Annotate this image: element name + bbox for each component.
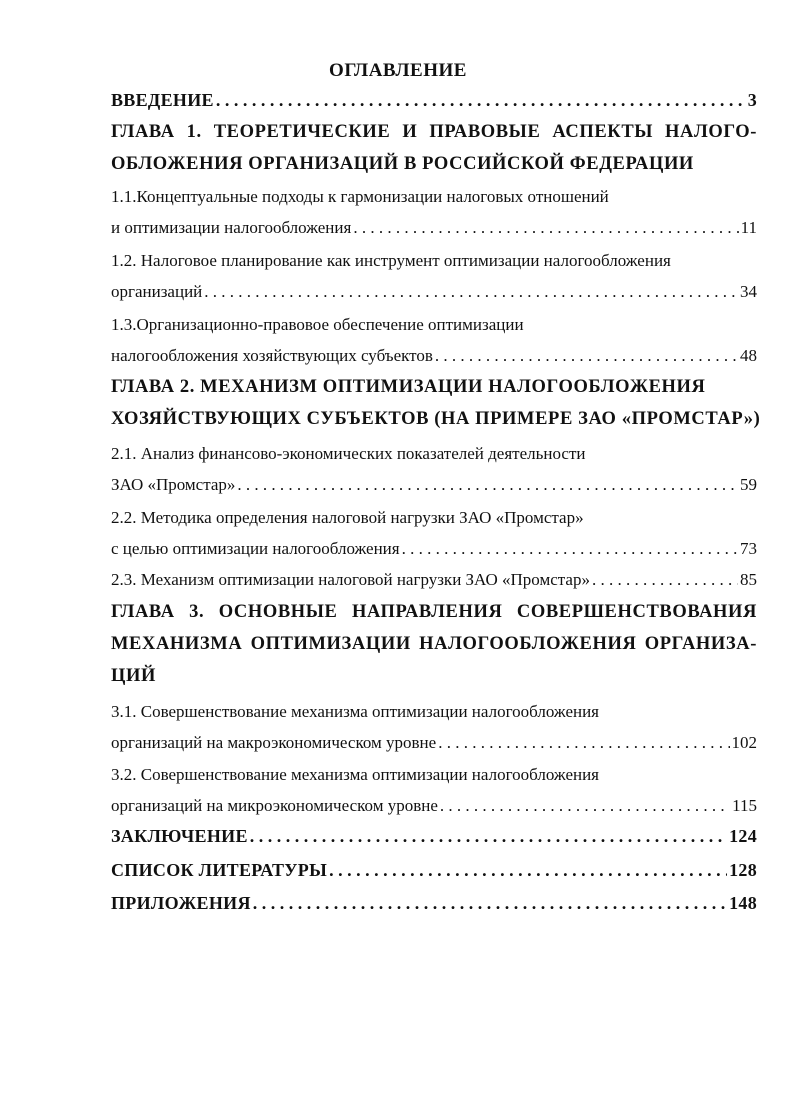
entry-label: СПИСОК ЛИТЕРАТУРЫ bbox=[111, 860, 328, 880]
dot-leader bbox=[250, 826, 727, 847]
page-number: 128 bbox=[729, 860, 757, 880]
dot-leader bbox=[204, 282, 738, 302]
page-number: 124 bbox=[729, 826, 757, 846]
dot-leader bbox=[253, 893, 727, 914]
toc-entry-1-3 bbox=[111, 346, 757, 376]
toc-entry-2-2 bbox=[111, 539, 757, 569]
toc-entry-intro bbox=[111, 90, 757, 120]
toc-entry-appendix bbox=[111, 893, 757, 923]
toc-entry-3-2 bbox=[111, 796, 757, 826]
chapter-3-heading-line-3: ЦИЙ bbox=[111, 666, 156, 686]
page-number: 11 bbox=[740, 218, 757, 237]
entry-label: организаций bbox=[111, 282, 203, 301]
entry-label: 2.3. Механизм оптимизации налоговой нагрузки ЗАО «Промстар» bbox=[111, 570, 590, 589]
page-number: 148 bbox=[729, 893, 757, 913]
toc-entry-1-2 bbox=[111, 282, 757, 312]
section-1-2-line-1: 1.2. Налоговое планирование как инструмент оптимизации налогообложения bbox=[111, 251, 671, 270]
entry-label: налогообложения хозяйствующих субъектов bbox=[111, 346, 433, 365]
dot-leader bbox=[440, 796, 730, 816]
page-number: 34 bbox=[740, 282, 757, 301]
dot-leader bbox=[237, 475, 738, 495]
toc-entry-1-1 bbox=[111, 218, 757, 248]
page-number: 115 bbox=[732, 796, 757, 815]
toc-entry-2-1 bbox=[111, 475, 757, 505]
section-1-3-line-1: 1.3.Организационно-правовое обеспечение оптимизации bbox=[111, 315, 524, 334]
page-number: 102 bbox=[731, 733, 757, 752]
entry-label: и оптимизации налогообложения bbox=[111, 218, 352, 237]
chapter-1-heading-line-1: ГЛАВА 1. ТЕОРЕТИЧЕСКИЕ И ПРАВОВЫЕ АСПЕКТЫ НАЛОГО- bbox=[111, 122, 757, 142]
toc-entry-bibliography bbox=[111, 860, 757, 890]
dot-leader bbox=[216, 90, 746, 111]
section-3-2-line-1: 3.2. Совершенствование механизма оптимизации налогообложения bbox=[111, 765, 600, 784]
page-title: ОГЛАВЛЕНИЕ bbox=[329, 60, 467, 81]
toc-entry-2-3 bbox=[111, 570, 757, 600]
chapter-3-heading-line-1: ГЛАВА 3. ОСНОВНЫЕ НАПРАВЛЕНИЯ СОВЕРШЕНСТВОВАНИЯ bbox=[111, 602, 757, 622]
entry-label: ЗАО «Промстар» bbox=[111, 475, 236, 494]
toc-entry-conclusion bbox=[111, 826, 757, 856]
entry-label: организаций на макроэкономическом уровне bbox=[111, 733, 437, 752]
entry-label: ПРИЛОЖЕНИЯ bbox=[111, 893, 251, 913]
chapter-3-heading-line-2: МЕХАНИЗМА ОПТИМИЗАЦИИ НАЛОГООБЛОЖЕНИЯ ОРГАНИЗА- bbox=[111, 634, 757, 654]
chapter-2-heading-line-2: ХОЗЯЙСТВУЮЩИХ СУБЪЕКТОВ (НА ПРИМЕРЕ ЗАО «ПРОМСТАР») bbox=[111, 409, 761, 429]
chapter-2-heading-line-1: ГЛАВА 2. МЕХАНИЗМ ОПТИМИЗАЦИИ НАЛОГООБЛОЖЕНИЯ bbox=[111, 377, 706, 397]
page-number: 59 bbox=[740, 475, 757, 494]
dot-leader bbox=[592, 570, 738, 590]
page-number: 48 bbox=[740, 346, 757, 365]
section-2-1-line-1: 2.1. Анализ финансово-экономических показателей деятельности bbox=[111, 444, 586, 463]
section-3-1-line-1: 3.1. Совершенствование механизма оптимизации налогообложения bbox=[111, 702, 600, 721]
section-2-2-line-1: 2.2. Методика определения налоговой нагрузки ЗАО «Промстар» bbox=[111, 508, 584, 527]
dot-leader bbox=[353, 218, 738, 238]
dot-leader bbox=[329, 860, 727, 881]
dot-leader bbox=[402, 539, 738, 559]
entry-label: с целью оптимизации налогообложения bbox=[111, 539, 400, 558]
dot-leader bbox=[435, 346, 738, 366]
page-number: 85 bbox=[740, 570, 757, 589]
entry-label: ЗАКЛЮЧЕНИЕ bbox=[111, 826, 248, 846]
section-1-1-line-1: 1.1.Концептуальные подходы к гармонизации налоговых отношений bbox=[111, 187, 609, 206]
entry-label: организаций на микроэкономическом уровне bbox=[111, 796, 438, 815]
chapter-1-heading-line-2: ОБЛОЖЕНИЯ ОРГАНИЗАЦИЙ В РОССИЙСКОЙ ФЕДЕРАЦИИ bbox=[111, 154, 694, 174]
page-number: 73 bbox=[740, 539, 757, 558]
toc-entry-3-1 bbox=[111, 733, 757, 763]
dot-leader bbox=[438, 733, 729, 753]
page-number: 3 bbox=[747, 90, 757, 110]
entry-label: ВВЕДЕНИЕ bbox=[111, 90, 214, 110]
